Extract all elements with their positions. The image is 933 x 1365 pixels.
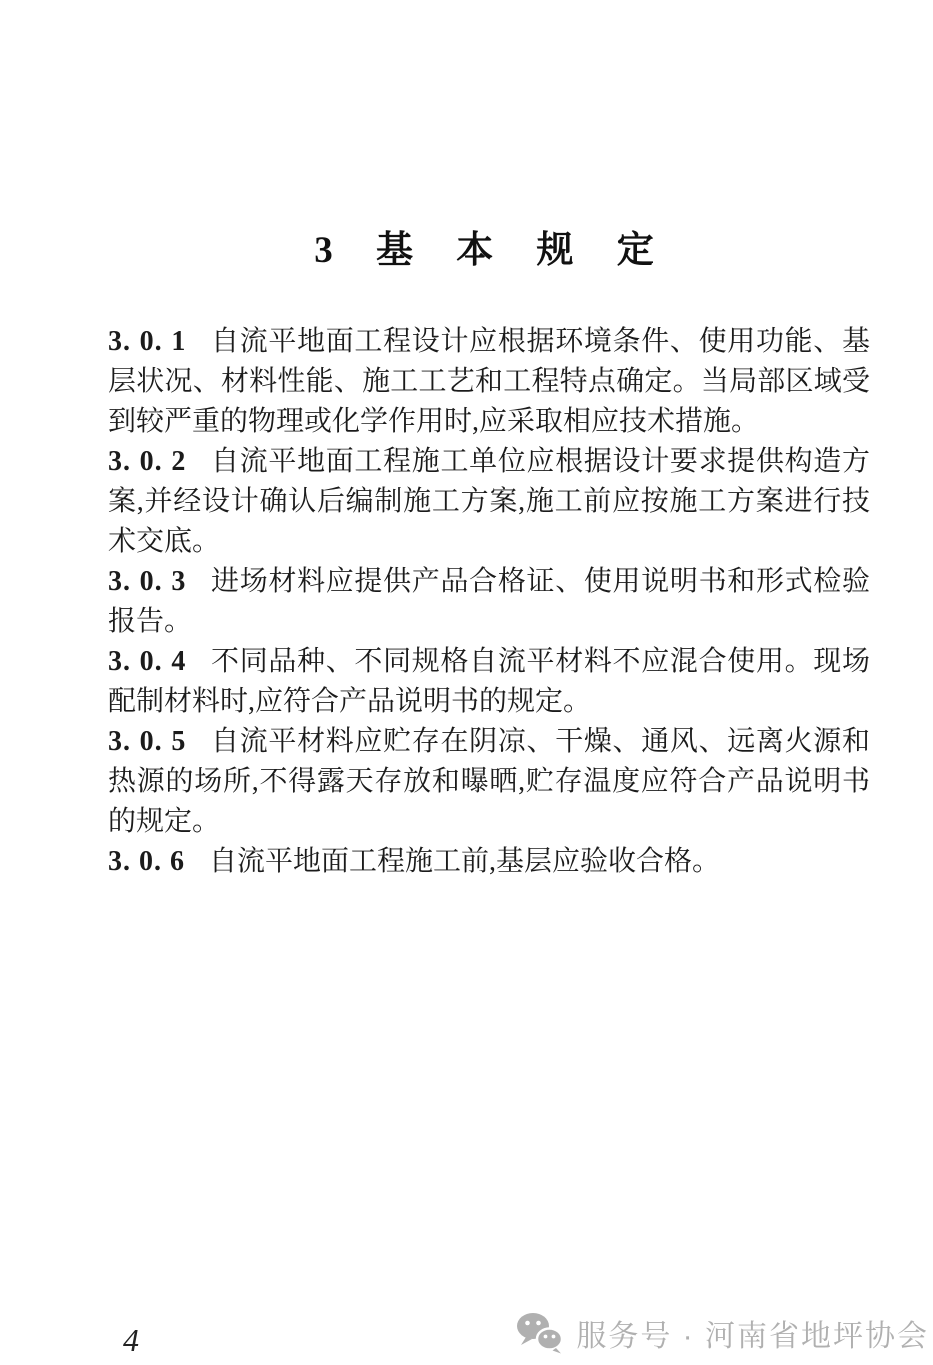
clause-3-0-2 [108,442,870,562]
clause-text: 自流平地面工程设计应根据环境条件、使用功能、基层状况、材料性能、施工工艺和工程特点确定。当局部区域受到较严重的物理或化学作用时,应采取相应技术措施。 [108,326,870,437]
clause-number: 3. 0. 3 [108,566,187,597]
clause-text: 自流平地面工程施工单位应根据设计要求提供构造方案,并经设计确认后编制施工方案,施工前应按施工方案进行技术交底。 [108,446,870,557]
clause-3-0-4 [108,642,870,722]
page-number: 4 [123,1322,139,1358]
watermark [516,1311,929,1355]
clause-number: 3. 0. 2 [108,446,187,477]
watermark-label: 服务号 · 河南省地坪协会 [576,1320,929,1353]
clause-3-0-6 [108,842,870,882]
clause-list [108,322,870,882]
clause-3-0-1 [108,322,870,442]
clause-text: 自流平材料应贮存在阴凉、干燥、通风、远离火源和热源的场所,不得露天存放和曝晒,贮存温度应符合产品说明书的规定。 [108,726,870,837]
wechat-icon [516,1312,564,1354]
clause-text: 不同品种、不同规格自流平材料不应混合使用。现场配制材料时,应符合产品说明书的规定。 [108,646,870,717]
clause-text: 自流平地面工程施工前,基层应验收合格。 [209,846,721,877]
clause-number: 3. 0. 4 [108,646,187,677]
chapter-heading: 3 基 本 规 定 [314,230,664,271]
clause-number: 3. 0. 1 [108,326,187,357]
clause-3-0-3 [108,562,870,642]
clause-number: 3. 0. 6 [108,846,185,877]
clause-text: 进场材料应提供产品合格证、使用说明书和形式检验报告。 [108,566,870,637]
clause-number: 3. 0. 5 [108,726,187,757]
clause-3-0-5 [108,722,870,842]
